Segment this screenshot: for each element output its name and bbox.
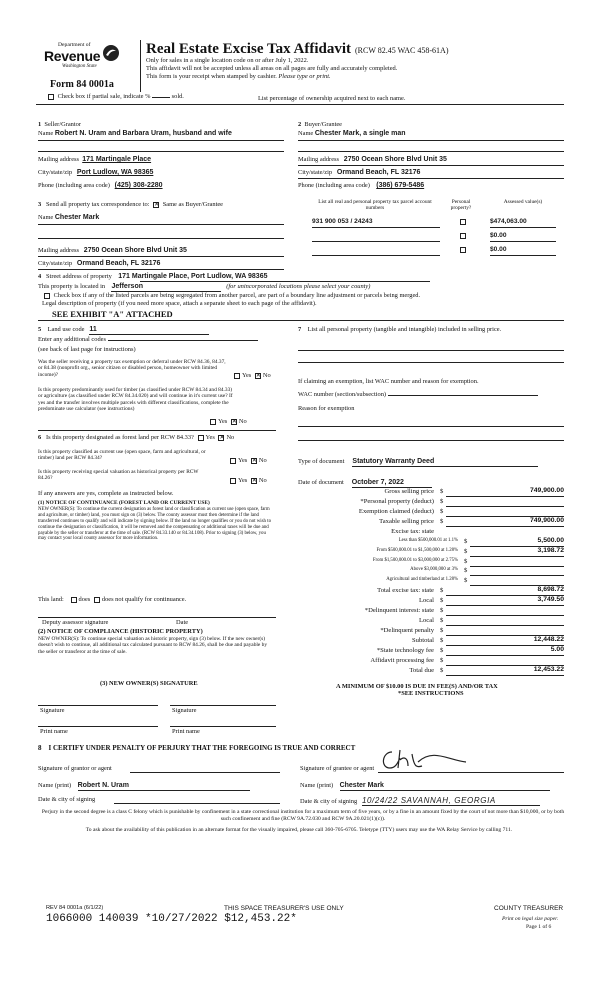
current-use-question: Is this property classified as current use (open space, farm and agricultural, or timber) land per RCW 84.34?	[38, 449, 206, 462]
deputy-date-label: Date	[176, 619, 189, 626]
additional-codes-label: Enter any additional codes	[38, 336, 106, 343]
calc-value-rule	[446, 645, 564, 646]
correspondence-label: Send all property tax correspondence to:	[46, 201, 150, 208]
logo-dept-line: Department of	[58, 42, 91, 48]
exemption-yes-label: Yes	[242, 372, 252, 379]
seller-city-value: Port Ludlow, WA 98365	[76, 169, 154, 176]
owner-sig-rule-2	[170, 705, 276, 706]
treasurer-use-only: THIS SPACE TREASURER'S USE ONLY	[224, 905, 344, 912]
historic-yes-checkbox[interactable]	[230, 478, 236, 484]
seller-city-row	[38, 169, 153, 177]
seller-phone-row	[38, 182, 163, 190]
correspondence-mailing-rule	[38, 256, 284, 257]
property-street-rule	[140, 281, 430, 282]
calc-value-rule	[470, 575, 564, 576]
calc-dollar-sign: $	[440, 647, 444, 654]
certify-heading	[38, 744, 355, 752]
calc-value-rule	[446, 625, 564, 626]
parcel-number-cell	[312, 246, 440, 256]
grantor-name-row	[38, 782, 250, 791]
form-title-text: Real Estate Excise Tax Affidavit	[146, 41, 351, 57]
logo-state-line: Washington State	[62, 64, 97, 69]
buyer-mailing-label: Mailing address	[298, 156, 339, 163]
grantor-sig-rule	[130, 772, 280, 773]
header-sub3-italic: Please type or print.	[278, 73, 331, 80]
assessed-value-cell: $0.00	[490, 232, 556, 242]
calc-dollar-sign: $	[440, 657, 444, 664]
section5-rule	[38, 430, 276, 431]
historic-question: Is this property receiving special valuation as historical property per RCW 84.26?	[38, 469, 199, 482]
grantor-signature-label: Signature of grantor or agent	[38, 765, 112, 772]
calc-dollar-sign: $	[440, 637, 444, 644]
s7-rule-1	[298, 350, 564, 351]
forest-yes-label: Yes	[205, 434, 215, 441]
calc-value-rule	[446, 675, 564, 676]
s7-rule-4	[298, 440, 564, 441]
correspondence-name-rule	[38, 224, 284, 225]
form-title	[146, 40, 448, 58]
correspondence-city-rule	[38, 269, 284, 270]
revision-label: REV 84 0001a (6/1/22)	[46, 905, 104, 911]
owner-print-rule-2	[170, 726, 276, 727]
current-use-yes-label: Yes	[238, 457, 248, 464]
correspondence-mailing-label: Mailing address	[38, 247, 79, 254]
property-located-note: (for unincorporated locations please select your county)	[226, 283, 371, 290]
current-use-answer	[228, 457, 267, 464]
calc-value-rule	[470, 556, 564, 557]
see-instructions-note: *SEE INSTRUCTIONS	[398, 690, 464, 697]
owner-print-rule-1	[38, 726, 158, 727]
land-use-value: 11	[89, 326, 209, 335]
historic-yes-label: Yes	[238, 477, 248, 484]
reason-row	[298, 405, 354, 412]
header-sub2: This affidavit will not be accepted unless all areas on all pages are fully and accurately completed.	[146, 65, 398, 72]
buyer-phone-label: Phone (including area code)	[298, 182, 370, 189]
s7-rule-3	[298, 426, 564, 427]
segregated-checkbox[interactable]	[44, 293, 50, 299]
calc-dollar-sign: $	[464, 557, 468, 565]
same-as-buyer-label: Same as Buyer/Grantee	[162, 201, 224, 208]
correspondence-num: 3	[38, 201, 42, 208]
see-back-note: (see back of last page for instructions)	[38, 346, 136, 353]
owner-signature-label-2: Signature	[172, 707, 197, 714]
reason-label: Reason for exemption	[298, 405, 355, 412]
calc-dollar-sign: $	[464, 577, 468, 585]
parcel-number-cell: 931 900 053 / 24243	[312, 218, 440, 228]
correspondence-mailing-value: 2750 Ocean Shore Blvd Unit 35	[83, 247, 187, 254]
correspondence-name-label: Name	[38, 214, 54, 221]
continuance-title: (1) NOTICE OF CONTINUANCE (FOREST LAND OR CURRENT USE)	[38, 500, 210, 506]
grantor-date-row	[38, 796, 95, 803]
seller-num: 1	[38, 121, 42, 128]
calc-value-rule	[446, 496, 564, 497]
exemption-yes-checkbox[interactable]	[234, 373, 240, 379]
property-num: 4	[38, 273, 42, 280]
partial-sale-sold: sold.	[171, 93, 184, 100]
calc-row-label: Subtotal	[412, 637, 434, 644]
exemption-no-checkbox[interactable]: ✕	[255, 372, 261, 379]
form-title-ref: (RCW 82.45 WAC 458-61A)	[355, 46, 449, 55]
calc-value-rule	[446, 655, 564, 656]
property-located-value: Jefferson	[111, 283, 221, 292]
correspondence-city-value: Ormand Beach, FL 32176	[76, 260, 161, 267]
page-number: Page 1 of 6	[526, 924, 552, 930]
forest-no-checkbox[interactable]: ✕	[219, 434, 225, 441]
calc-row-value: 749,900.00	[529, 487, 564, 494]
current-use-yes-checkbox[interactable]	[230, 458, 236, 464]
partial-sale-label: Check box if partial sale, indicate %	[57, 93, 151, 100]
correspondence-mailing-row	[38, 247, 187, 255]
grantee-date-value: 10/24/22 SAVANNAH, GEORGIA	[362, 796, 540, 806]
partial-sale-row	[46, 93, 184, 100]
forest-question: Is this property designated as forest land per RCW 84.33?	[46, 434, 194, 441]
personal-property-row	[298, 326, 564, 333]
correspondence-city-row	[38, 260, 160, 268]
calc-row-label: Total due	[409, 667, 434, 674]
grantor-name-value: Robert N. Uram	[78, 782, 250, 791]
grantee-signature-label: Signature of grantee or agent	[300, 765, 375, 772]
section8-num: 8	[38, 744, 42, 752]
owner-print-label-2: Print name	[172, 728, 200, 735]
seller-name-rule	[38, 140, 284, 141]
grantee-date-row	[300, 796, 540, 806]
legal-paper-note: Print on legal size paper.	[502, 916, 559, 922]
historic-no-checkbox[interactable]: ✕	[251, 477, 257, 484]
calc-row-label: Less than $500,000.01 at 1.1%	[398, 538, 458, 543]
calc-row-label: From $500,000.01 to $1,500,000 at 1.28%	[376, 547, 458, 553]
timber-question: Is this property predominantly used for timber (as classified under RCW 84.34 and 84.33) or agriculture (as classified under RCW 84.34.020) and will continue in it's current use? If yes and the transfer involves multiple parcels with different classifications, complete the predominate use calculator (see instructions)	[38, 387, 233, 413]
personal-property-label: List all personal property (tangible and intangible) included in selling price.	[307, 326, 502, 333]
exemption-wac-note: If claiming an exemption, list WAC number and reason for exemption.	[298, 378, 479, 385]
grantee-signature-mark	[378, 746, 468, 774]
does-not-checkbox[interactable]	[94, 597, 100, 603]
section6-num: 6	[38, 434, 42, 441]
historic-no-label: No	[258, 477, 267, 484]
calc-row-label: Excise tax: state	[391, 528, 434, 535]
calc-row-label: *Delinquent penalty	[380, 627, 434, 634]
minimum-fee-note: A MINIMUM OF $10.00 IS DUE IN FEE(S) AND/OR TAX	[336, 683, 498, 690]
seller-mailing-row	[38, 156, 151, 164]
section7-num: 7	[298, 326, 302, 333]
calc-row-label: *State technology fee	[376, 647, 434, 654]
header-sub3	[146, 73, 331, 80]
calc-row-label: *Personal property (deduct)	[360, 498, 434, 505]
current-use-no-label: No	[258, 457, 267, 464]
additional-codes-row	[38, 336, 258, 343]
calc-dollar-sign: $	[440, 597, 444, 604]
calc-row-label: From $1,500,000.01 to $3,000,000 at 2.75%	[372, 557, 458, 563]
seller-blank-rule	[38, 151, 284, 152]
exemption-question: Was the seller receiving a property tax exemption or deferral under RCW 84.36, 84.37, or 84.38 (nonprofit org., senior citizen or disabled person, homeowner with limited income)?	[38, 359, 226, 378]
timber-yes-label: Yes	[218, 418, 228, 425]
timber-answer	[208, 418, 247, 425]
buyer-mailing-row	[298, 156, 447, 164]
perjury-notice: Perjury in the second degree is a class C felony which is punishable by confinement in a state correctional institution for a maximum term of five years, or by a fine in an amount fixed by the court of not more than $10,000, or by both such confinement and fine (RCW 9A.72.030 and RCW 9A.20.021(1)(c)).	[41, 809, 565, 822]
seller-mailing-label: Mailing address	[38, 156, 79, 163]
calc-value-rule	[446, 526, 564, 527]
buyer-phone-row	[298, 182, 424, 190]
compliance-title: (2) NOTICE OF COMPLIANCE (HISTORIC PROPERTY)	[38, 628, 203, 635]
this-land-label: This land:	[38, 596, 64, 603]
grantee-name-label: Name (print)	[300, 782, 334, 789]
calc-dollar-sign: $	[440, 617, 444, 624]
calc-value-rule	[446, 615, 564, 616]
same-as-buyer-checkbox[interactable]: ✕	[154, 201, 160, 208]
does-not-label: does not qualify for continuance.	[101, 596, 187, 603]
grantee-date-label: Date & city of signing	[300, 798, 358, 805]
calc-dollar-sign: $	[440, 587, 444, 594]
header-divider	[140, 40, 141, 92]
legal-description-label: Legal description of property (if you need more space, attach a separate sheet to each page of the affidavit).	[42, 300, 317, 307]
correspondence-name-value: Chester Mark	[54, 214, 100, 221]
property-located-row	[38, 283, 370, 292]
document-type-label: Type of document	[298, 458, 345, 465]
owner-sig-rule-1	[38, 705, 158, 706]
document-date-value: October 7, 2022	[352, 479, 432, 488]
current-use-no-checkbox[interactable]: ✕	[251, 457, 257, 464]
treasurer-stamp: 1066000 140039 *10/27/2022 $12,453.22*	[46, 913, 297, 925]
calc-dollar-sign: $	[440, 488, 444, 495]
grantee-name-value: Chester Mark	[340, 782, 550, 791]
calc-row-label: Total excise tax: state	[377, 587, 434, 594]
legal-description-row	[42, 300, 317, 307]
calc-dollar-sign: $	[464, 567, 468, 575]
calc-value-rule	[470, 566, 564, 567]
owner-print-label-1: Print name	[40, 728, 68, 735]
continuance-body: NEW OWNER(S): To continue the current designation as forest land or classification as current use (open space, farm and agriculture, or timber) land, you must sign on (3) below. The county assessor must then determine if the land transferred continues to qualify and will indicate by signing below. If the land no longer qualifies or you do not wish to continue the designation or classification, it will be removed and the compensating or additional taxes will be due and payable by the seller or transferor at the time of sale. (RCW 84.33.140 or 84.34.108). Prior to signing (3) below, you may contact your local county assessor for more information.	[38, 507, 272, 542]
calc-value-rule	[446, 506, 564, 507]
buyer-name-row	[298, 130, 406, 138]
calc-row-label: Exemption claimed (deduct)	[358, 508, 434, 515]
calc-row-label: *Delinquent interest: state	[364, 607, 434, 614]
grantor-date-rule	[114, 803, 280, 804]
ownership-note: List percentage of ownership acquired next to each name.	[258, 95, 406, 102]
exemption-no-label: No	[262, 372, 271, 379]
exhibit-note: SEE EXHIBIT "A" ATTACHED	[52, 309, 173, 319]
owner-signature-label-1: Signature	[40, 707, 65, 714]
grantor-date-label: Date & city of signing	[38, 796, 96, 803]
buyer-city-label: City/state/zip	[298, 169, 333, 176]
grantor-name-label: Name (print)	[38, 782, 72, 789]
wac-number-row	[298, 391, 538, 398]
document-date-label: Date of document	[298, 479, 344, 486]
calc-value-rule	[446, 605, 564, 606]
calc-dollar-sign: $	[440, 518, 444, 525]
land-use-label: Land use code	[47, 326, 85, 333]
deputy-signature-label: Deputy assessor signature	[42, 619, 109, 626]
property-located-label: This property is located in	[38, 283, 106, 290]
personal-property-checkbox[interactable]	[460, 233, 466, 239]
seller-phone-value: (425) 308-2280	[114, 182, 163, 189]
logo-swoosh-icon	[102, 44, 120, 62]
seller-mailing-value: 171 Martingale Place	[82, 156, 152, 163]
parcel-col-header: List all real and personal property tax parcel account numbers	[318, 199, 432, 212]
header-sub3-text: This form is your receipt when stamped by cashier.	[146, 73, 277, 80]
assessed-value-cell: $0.00	[490, 246, 556, 256]
new-owner-signature-title: (3) NEW OWNER(S) SIGNATURE	[100, 680, 198, 687]
buyer-heading	[298, 121, 342, 128]
section6-note: If any answers are yes, complete as instructed below.	[38, 490, 174, 497]
does-checkbox[interactable]	[71, 597, 77, 603]
seller-name-row	[38, 130, 232, 138]
exemption-answer	[232, 372, 271, 379]
calc-dollar-sign: $	[464, 538, 468, 545]
assessed-value-cell: $474,063.00	[490, 218, 556, 228]
land-use-row	[38, 326, 209, 335]
buyer-blank-rule	[298, 151, 564, 152]
calc-row-label: Agricultural and timberland at 1.28%	[386, 577, 458, 583]
calc-row-label: Local	[418, 597, 434, 604]
property-street-value: 171 Martingale Place, Port Ludlow, WA 98365	[118, 273, 268, 280]
wac-number-label: WAC number (section/subsection)	[298, 391, 387, 398]
certify-text: I CERTIFY UNDER PENALTY OF PERJURY THAT THE FOREGOING IS TRUE AND CORRECT	[48, 744, 356, 752]
form-number: Form 84 0001a	[50, 79, 114, 90]
personal-col-header: Personal property?	[450, 199, 472, 212]
forest-row	[38, 434, 234, 441]
calc-dollar-sign: $	[440, 498, 444, 505]
calc-row-value: 5,500.00	[537, 537, 564, 544]
calc-row-label: Above $3,000,000 at 3%	[410, 567, 458, 573]
parcel-number-cell	[312, 232, 440, 242]
personal-property-checkbox[interactable]	[460, 247, 466, 253]
calc-row-value: 5.00	[550, 646, 564, 653]
partial-sale-checkbox[interactable]	[48, 94, 54, 100]
seller-name-value: Robert N. Uram and Barbara Uram, husband and wife	[54, 130, 232, 137]
correspondence-blank-rule	[38, 238, 284, 239]
segregated-row	[42, 292, 420, 299]
header-rule	[36, 104, 564, 105]
document-date-row	[298, 479, 432, 488]
header-sub1: Only for sales in a single location code on or after July 1, 2022.	[146, 57, 309, 64]
buyer-phone-value: (386) 679-5486	[376, 182, 425, 189]
buyer-city-rule	[298, 178, 564, 179]
correspondence-city-label: City/state/zip	[38, 260, 73, 267]
buyer-name-rule	[298, 140, 564, 141]
timber-no-label: No	[238, 418, 247, 425]
calc-row-value: 12,453.22	[533, 666, 564, 673]
s7-rule-2	[298, 362, 564, 363]
seller-label: Seller/Grantor	[44, 121, 81, 128]
calc-row-value: 12,448.22	[533, 636, 564, 643]
seller-heading	[38, 121, 81, 128]
calc-row-value: 3,198.72	[537, 546, 564, 554]
buyer-name-label: Name	[298, 130, 314, 137]
document-type-row	[298, 458, 538, 467]
calc-row-label: Local	[418, 617, 434, 624]
grantee-name-row	[300, 782, 550, 791]
buyer-name-value: Chester Mark, a single man	[314, 130, 406, 137]
buyer-num: 2	[298, 121, 302, 128]
seller-name-label: Name	[38, 130, 54, 137]
county-treasurer-label: COUNTY TREASURER	[494, 905, 564, 912]
calc-row-value: 749,900.00	[529, 517, 564, 524]
personal-property-checkbox[interactable]	[460, 219, 466, 225]
calc-row-label: Affidavit processing fee	[370, 657, 434, 664]
buyer-mailing-value: 2750 Ocean Shore Blvd Unit 35	[343, 156, 447, 163]
calc-dollar-sign: $	[440, 627, 444, 634]
calc-dollar-sign: $	[440, 508, 444, 515]
section5-num: 5	[38, 326, 42, 333]
correspondence-name-row	[38, 214, 99, 222]
seller-city-label: City/state/zip	[38, 169, 73, 176]
calc-row-value: 8,698.72	[537, 586, 564, 593]
calc-row-value: 3,749.50	[537, 596, 564, 603]
seller-phone-label: Phone (including area code)	[38, 182, 110, 189]
compliance-body: NEW OWNER(S): To continue special valuation as historic property, sign (3) below. If the new owner(s) doesn't wish to continue, all additional tax calculated pursuant to RCW 84.26, shall be due and payable by the seller or transferor at the time of sale.	[38, 636, 268, 655]
timber-yes-checkbox[interactable]	[210, 419, 216, 425]
timber-no-checkbox[interactable]: ✕	[231, 418, 237, 425]
deputy-rule	[38, 617, 276, 618]
calc-dollar-sign: $	[440, 607, 444, 614]
does-label: does	[78, 596, 91, 603]
buyer-mailing-rule	[298, 165, 564, 166]
historic-answer	[228, 477, 267, 484]
calc-row-label: Gross selling price	[384, 488, 434, 495]
forest-yes-checkbox[interactable]	[198, 435, 204, 441]
segregated-label: Check box if any of the listed parcels are being segregated from another parcel, are part of a boundary line adjustment or parcels being merged.	[53, 292, 421, 299]
buyer-label: Buyer/Grantee	[304, 121, 343, 128]
buyer-city-value: Ormand Beach, FL 32176	[336, 169, 421, 176]
calc-dollar-sign: $	[440, 667, 444, 674]
buyer-city-row	[298, 169, 420, 177]
this-land-row	[38, 596, 186, 603]
calc-dollar-sign: $	[464, 547, 468, 555]
forest-no-label: No	[226, 434, 235, 441]
calc-row-label: Taxable selling price	[379, 518, 434, 525]
legal-rule	[38, 320, 564, 321]
grantee-sig-rule	[378, 772, 564, 773]
correspondence-heading	[38, 201, 223, 208]
alternate-format-notice: To ask about the availability of this publication in an alternate format for the visually impaired, please call 360-705-6705. Teletype (TTY) users may use the WA Relay Service by calling 711.	[85, 827, 513, 833]
property-street-label: Street address of property	[46, 273, 112, 280]
property-street-row	[38, 273, 268, 281]
logo-wordmark: Revenue	[44, 48, 101, 64]
assessed-col-header: Assessed value(s)	[503, 199, 543, 205]
document-type-value: Statutory Warranty Deed	[352, 458, 538, 467]
